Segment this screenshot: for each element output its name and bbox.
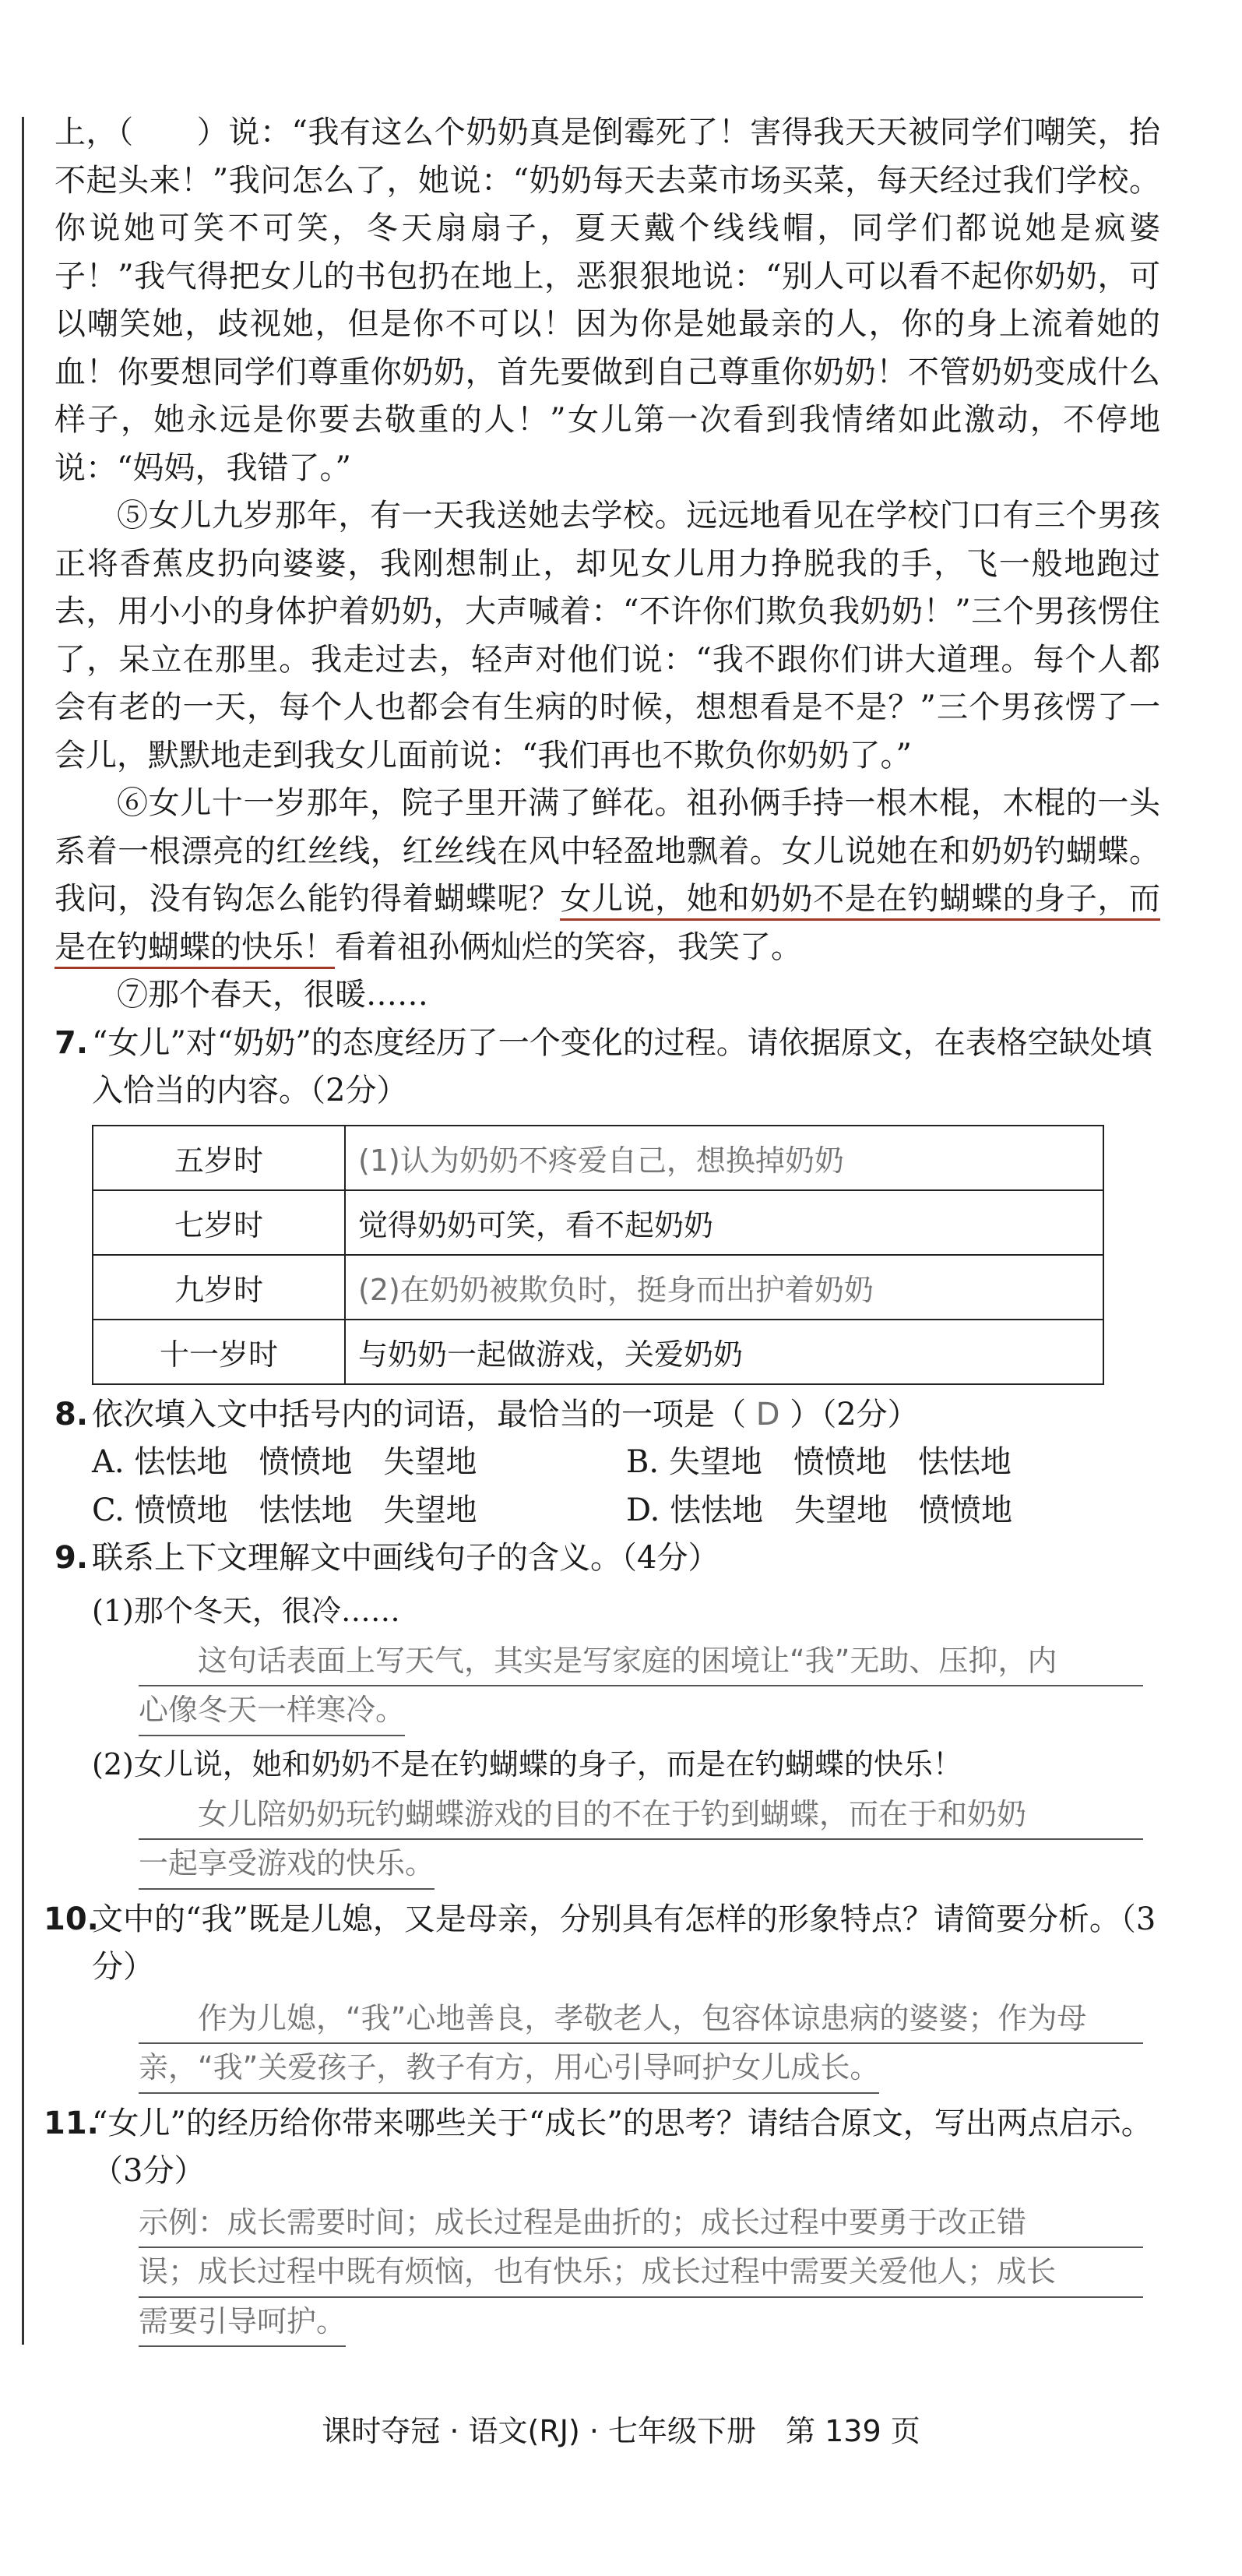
- passage-paragraph-5: ⑤女儿九岁那年，有一天我送她去学校。远远地看见在学校门口有三个男孩正将香蕉皮扔向婆婆，我刚想制止，却见女儿用力挣脱我的手，飞一般地跑过去，用小小的身体护着奶奶，大声喊着：“不许你们欺负我奶奶！”三个男孩愣住了，呆立在那里。我走过去，轻声对他们说：“我不跟你们讲大道理。每个人都会有老的一天，每个人也都会有生病的时候，想想看是不是？”三个男孩愣了一会儿，默默地走到我女儿面前说：“我们再也不欺负你奶奶了。”: [55, 498, 1160, 774]
- answer-cell: (2)在奶奶被欺负时，挺身而出护着奶奶: [345, 1255, 1103, 1320]
- sub-question-2: (2)女儿说，她和奶奶不是在钓蝴蝶的身子，而是在钓蝴蝶的快乐！: [92, 1746, 962, 1781]
- option-row: [92, 1439, 1160, 1487]
- question-text: “女儿”对“奶奶”的态度经历了一个变化的过程。请依据原文，在表格空缺处填入恰当的内容。（2分）: [92, 1024, 1152, 1108]
- answer-line: 亲，“我”关爱孩子，教子有方，用心引导呵护女儿成长。: [139, 2044, 879, 2094]
- content-cell: 觉得奶奶可笑，看不起奶奶: [345, 1190, 1103, 1255]
- question-number: 9.: [55, 1540, 89, 1576]
- question-number: 7.: [55, 1024, 89, 1061]
- table-row: [93, 1126, 1103, 1190]
- attitude-table: [92, 1125, 1104, 1385]
- table-row: [93, 1190, 1103, 1255]
- margin-line: [22, 117, 24, 2345]
- question-number: 10.: [44, 1901, 99, 1937]
- passage-paragraph-6: [55, 780, 1160, 971]
- question-11: [44, 2100, 1160, 2196]
- age-cell: 五岁时: [93, 1126, 345, 1190]
- sub-question-1: (1)那个冬天，很冷……: [92, 1593, 400, 1628]
- table-row: [93, 1320, 1103, 1384]
- question-8: [55, 1391, 1160, 1440]
- answer-cell: (1)认为奶奶不疼爱自己，想换掉奶奶: [345, 1126, 1103, 1190]
- answer-10: [139, 1995, 1143, 2094]
- option-b: B. 失望地 愤愤地 怯怯地: [626, 1444, 1012, 1480]
- text: 看着祖孙俩灿烂的笑容，我笑了。: [335, 929, 802, 965]
- answer-line: 作为儿媳，“我”心地善良，孝敬老人，包容体谅患病的婆婆；作为母: [139, 1995, 1143, 2045]
- answer-line: 需要引导呵护。: [139, 2298, 346, 2348]
- passage-paragraph-7: ⑦那个春天，很暖……: [117, 977, 428, 1013]
- answer-line: 一起享受游戏的快乐。: [139, 1840, 435, 1890]
- answer-11: [139, 2199, 1143, 2348]
- passage-paragraph-continued: [55, 109, 1160, 492]
- answer-line: 心像冬天一样寒冷。: [139, 1686, 405, 1736]
- option-a: A. 怯怯地 愤愤地 失望地: [92, 1444, 477, 1480]
- answer-line: 误；成长过程中既有烦恼，也有快乐；成长过程中需要关爱他人；成长: [139, 2248, 1143, 2298]
- age-cell: 七岁时: [93, 1190, 345, 1255]
- content-cell: 与奶奶一起做游戏，关爱奶奶: [345, 1320, 1103, 1384]
- content: [44, 109, 1161, 2347]
- answer-9-1: [139, 1637, 1143, 1736]
- question-7: [55, 1020, 1160, 1115]
- underlined-sentence: 女儿说，她和奶奶不是在钓蝴蝶的身子，而是在钓蝴蝶的快乐！: [55, 881, 1160, 969]
- blank-paren: （ ）: [118, 115, 229, 150]
- age-cell: 九岁时: [93, 1255, 345, 1320]
- answer-line: 这句话表面上写天气，其实是写家庭的困境让“我”无助、压抑，内: [139, 1637, 1143, 1687]
- option-row: [92, 1487, 1160, 1535]
- answer-line: 示例：成长需要时间；成长过程是曲折的；成长过程中要勇于改正错: [139, 2199, 1143, 2249]
- answer-9-2: [139, 1791, 1143, 1890]
- option-d: D. 怯怯地 失望地 愤愤地: [626, 1492, 1013, 1528]
- question-text: 文中的“我”既是儿媳，又是母亲，分别具有怎样的形象特点？请简要分析。（3分）: [92, 1901, 1156, 1985]
- answer-choice: D: [746, 1396, 790, 1432]
- question-number: 11.: [44, 2105, 99, 2141]
- question-9: [55, 1535, 1160, 1583]
- options: [92, 1439, 1160, 1535]
- table-row: [93, 1255, 1103, 1320]
- question-text: “女儿”的经历给你带来哪些关于“成长”的思考？请结合原文，写出两点启示。（3分）: [92, 2105, 1152, 2189]
- question-text: 联系上下文理解文中画线句子的含义。（4分）: [92, 1540, 720, 1576]
- question-number: 8.: [55, 1396, 89, 1432]
- question-text: ）（2分）: [790, 1396, 919, 1432]
- question-text: 依次填入文中括号内的词语，最恰当的一项是（: [92, 1396, 746, 1432]
- text: 说：“我有这么个奶奶真是倒霉死了！害得我天天被同学们嘲笑，抬不起头来！”我问怎么了，她说：“奶奶每天去菜市场买菜，每天经过我们学校。你说她可笑不可笑，冬天扇扇子，夏天戴个线线帽，同学们都说她是疯婆子！”我气得把女儿的书包扔在地上，恶狠狠地说：“别人可以看不起你奶奶，可以嘲笑她，歧视她，但是你不可以！因为你是她最亲的人，你的身上流着她的血！你要想同学们尊重你奶奶，首先要做到自己尊重你奶奶！不管奶奶变成什么样子，她永远是你要去敬重的人！”女儿第一次看到我情绪如此激动，不停地说：“妈妈，我错了。”: [55, 115, 1161, 486]
- question-10: [44, 1896, 1160, 1992]
- text: 上，: [55, 115, 118, 150]
- page-footer: 课时夺冠 · 语文(RJ) · 七年级下册 第 139 页: [322, 2414, 920, 2448]
- age-cell: 十一岁时: [93, 1320, 345, 1384]
- text: ⑥女儿十一岁那年，院子里开满了鲜花。祖孙俩手持一根木棍，木棍的一头系着一根漂亮的红丝线，红丝线在风中轻盈地飘着。女儿说她在和奶奶钓蝴蝶。我问，没有钩怎么能钓得着蝴蝶呢？: [55, 785, 1160, 917]
- answer-line: 女儿陪奶奶玩钓蝴蝶游戏的目的不在于钓到蝴蝶，而在于和奶奶: [139, 1791, 1143, 1841]
- option-c: C. 愤愤地 怯怯地 失望地: [92, 1492, 477, 1528]
